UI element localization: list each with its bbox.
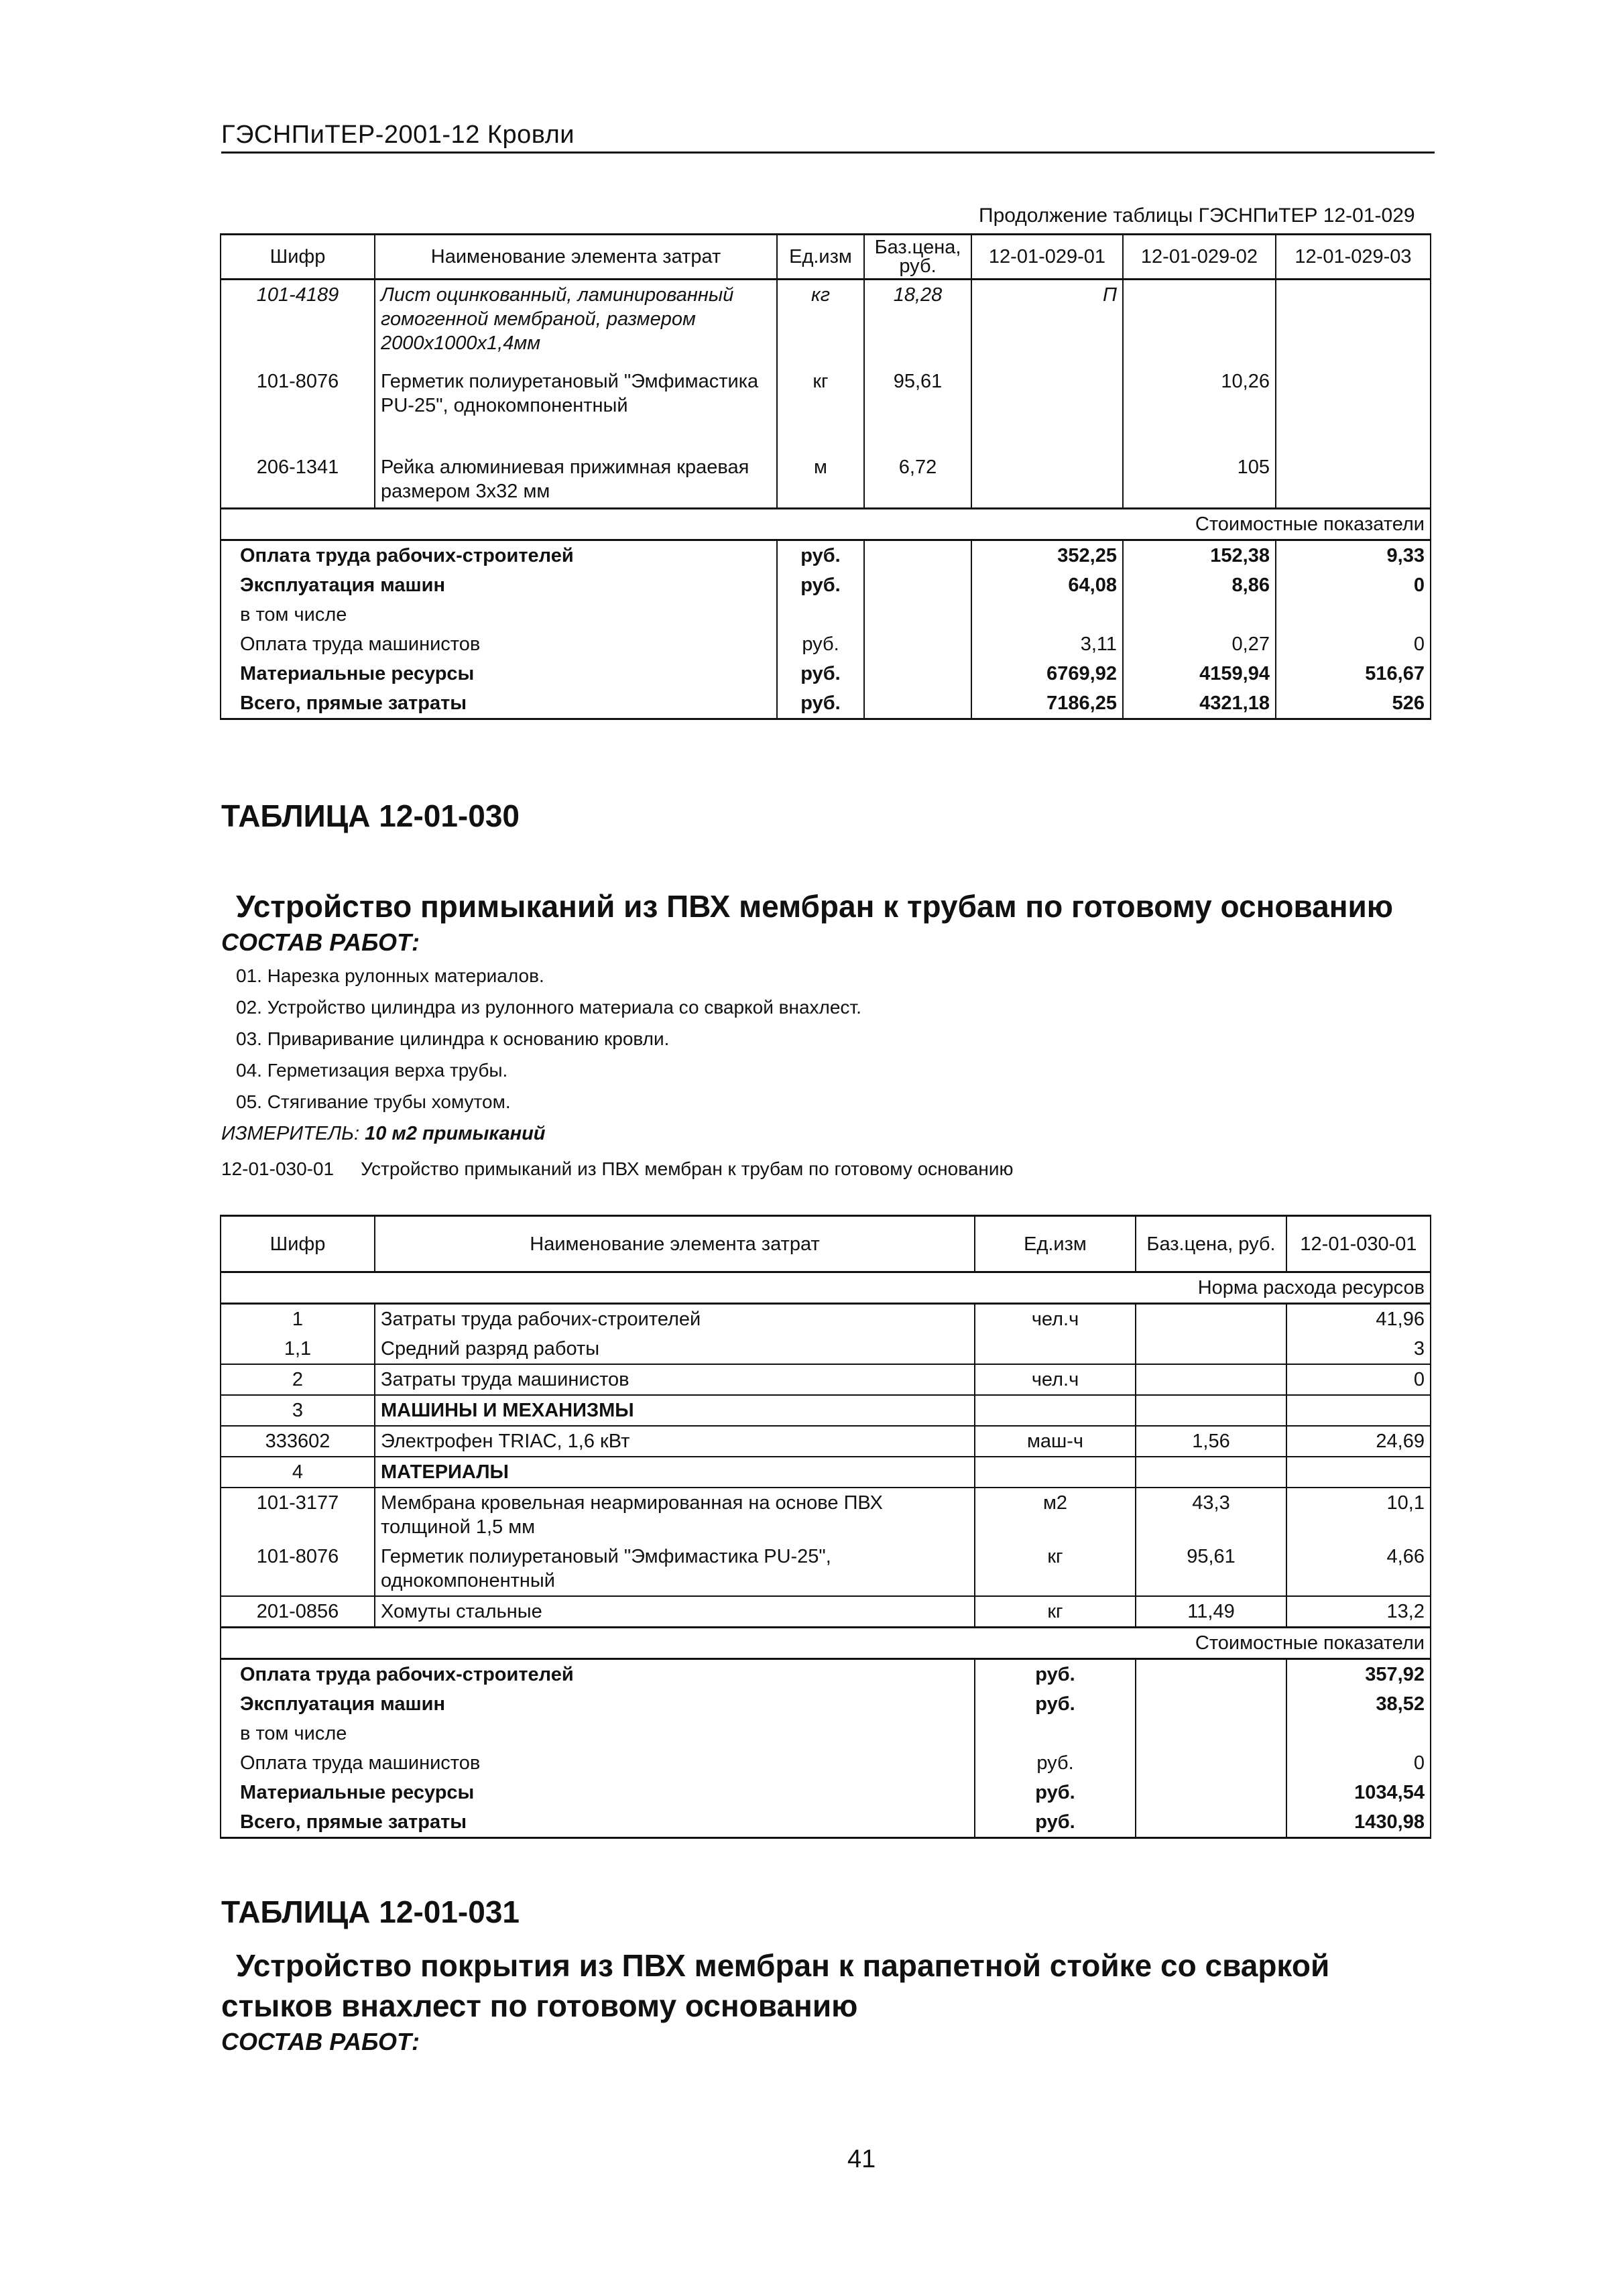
work-item: 04. Герметизация верха трубы. xyxy=(236,1060,508,1081)
cost-indicators-row xyxy=(221,509,1431,540)
table-row: 3 МАШИНЫ И МЕХАНИЗМЫ xyxy=(221,1395,1431,1426)
section1-works-label: СОСТАВ РАБОТ: xyxy=(221,928,420,956)
cost-row: Оплата труда машинистов руб. 0 xyxy=(221,1748,1431,1778)
cost-row: Материальные ресурсы руб. 1034,54 xyxy=(221,1778,1431,1807)
table-title-12-01-030: ТАБЛИЦА 12-01-030 xyxy=(221,798,520,833)
table-row: 206-1341 Рейка алюминиевая прижимная краевая размером 3х32 мм м 6,72 105 xyxy=(221,452,1431,509)
section1-title: Устройство примыканий из ПВХ мембран к трубам по готовому основанию xyxy=(236,889,1394,924)
work-item: 05. Стягивание трубы хомутом. xyxy=(236,1091,511,1112)
table-title-12-01-031: ТАБЛИЦА 12-01-031 xyxy=(221,1894,520,1929)
col-029-02-header: 12-01-029-02 xyxy=(1123,235,1276,280)
cost-row: в том числе xyxy=(221,1719,1431,1748)
code-line xyxy=(221,1158,1013,1180)
table-row: 201-0856 Хомуты стальные кг 11,49 13,2 xyxy=(221,1596,1431,1628)
header-rule xyxy=(221,152,1435,154)
cost-row: Материальные ресурсы руб. 6769,92 4159,94 516,67 xyxy=(221,659,1431,688)
continuation-caption: Продолжение таблицы ГЭСНПиТЕР 12-01-029 xyxy=(979,204,1415,227)
work-item: 02. Устройство цилиндра из рулонного материала со сваркой внахлест. xyxy=(236,997,861,1018)
running-header: ГЭСНПиТЕР-2001-12 Кровли xyxy=(221,121,575,149)
table-row: 1,1 Средний разряд работы 3 xyxy=(221,1334,1431,1364)
col-unit-header: Ед.изм xyxy=(975,1216,1136,1272)
table-12-01-030 xyxy=(220,1215,1431,1839)
table-row: 101-8076 Герметик полиуретановый "Эмфимастика PU-25", однокомпонентный кг 95,61 4,66 xyxy=(221,1542,1431,1596)
cost-row: Всего, прямые затраты руб. 1430,98 xyxy=(221,1807,1431,1838)
code-description: Устройство примыканий из ПВХ мембран к трубам по готовому основанию xyxy=(361,1158,1014,1179)
col-name-header: Наименование элемента затрат xyxy=(375,1216,975,1272)
col-029-03-header: 12-01-029-03 xyxy=(1276,235,1431,280)
col-name-header: Наименование элемента затрат xyxy=(375,235,777,280)
table-row: 101-8076 Герметик полиуретановый "Эмфимастика PU-25", однокомпонентный кг 95,61 10,26 xyxy=(221,367,1431,452)
measure-label: ИЗМЕРИТЕЛЬ xyxy=(221,1123,354,1144)
section2-works-label: СОСТАВ РАБОТ: xyxy=(221,2028,420,2055)
col-code-header: Шифр xyxy=(221,1216,375,1272)
table-row: 101-3177 Мембрана кровельная неармированная на основе ПВХ толщиной 1,5 мм м2 43,3 10,1 xyxy=(221,1488,1431,1542)
work-item: 03. Приваривание цилиндра к основанию кровли. xyxy=(236,1028,670,1049)
cost-indicators-label: Стоимостные показатели xyxy=(221,1628,1431,1659)
table-12-01-029-continued xyxy=(220,233,1431,720)
cost-indicators-row xyxy=(221,1628,1431,1659)
table-row: 4 МАТЕРИАЛЫ xyxy=(221,1457,1431,1488)
table2-header-row xyxy=(221,1216,1431,1272)
measure-value: 10 м2 примыканий xyxy=(365,1123,546,1144)
norm-label: Норма расхода ресурсов xyxy=(221,1272,1431,1304)
col-unit-header: Ед.изм xyxy=(777,235,864,280)
col-code-header: Шифр xyxy=(221,235,375,280)
cost-row: в том числе xyxy=(221,600,1431,629)
page-number: 41 xyxy=(847,2145,876,2173)
code-number: 12-01-030-01 xyxy=(221,1158,335,1179)
table-row: 1 Затраты труда рабочих-строителей чел.ч 41,96 xyxy=(221,1304,1431,1335)
section2-title-line2: стыков внахлест по готовому основанию xyxy=(221,1988,858,2023)
section2-title-line1: Устройство покрытия из ПВХ мембран к парапетной стойке со сваркой xyxy=(236,1948,1330,1983)
table-row: 333602 Электрофен TRIAC, 1,6 кВт маш-ч 1,56 24,69 xyxy=(221,1426,1431,1457)
col-030-01-header: 12-01-030-01 xyxy=(1286,1216,1431,1272)
cost-indicators-label: Стоимостные показатели xyxy=(221,509,1431,540)
cost-row: Оплата труда рабочих-строителей руб. 357,92 xyxy=(221,1659,1431,1690)
work-item: 01. Нарезка рулонных материалов. xyxy=(236,965,544,986)
cost-row: Эксплуатация машин руб. 38,52 xyxy=(221,1689,1431,1719)
col-price-header: Баз.цена, руб. xyxy=(1136,1216,1286,1272)
norm-row xyxy=(221,1272,1431,1304)
col-price-header: Баз.цена, руб. xyxy=(864,235,971,280)
col-029-01-header: 12-01-029-01 xyxy=(971,235,1123,280)
measure-line: ИЗМЕРИТЕЛЬ: 10 м2 примыканий xyxy=(221,1123,546,1144)
cost-row: Оплата труда машинистов руб. 3,11 0,27 0 xyxy=(221,629,1431,659)
table1-header-row xyxy=(221,235,1431,280)
cost-row: Всего, прямые затраты руб. 7186,25 4321,18 526 xyxy=(221,688,1431,719)
cost-row: Эксплуатация машин руб. 64,08 8,86 0 xyxy=(221,570,1431,600)
cost-row: Оплата труда рабочих-строителей руб. 352,25 152,38 9,33 xyxy=(221,540,1431,571)
table-row: 101-4189 Лист оцинкованный, ламинированный гомогенной мембраной, размером 2000х1000х1,4мм кг 18,28 П xyxy=(221,280,1431,367)
table-row: 2 Затраты труда машинистов чел.ч 0 xyxy=(221,1364,1431,1395)
